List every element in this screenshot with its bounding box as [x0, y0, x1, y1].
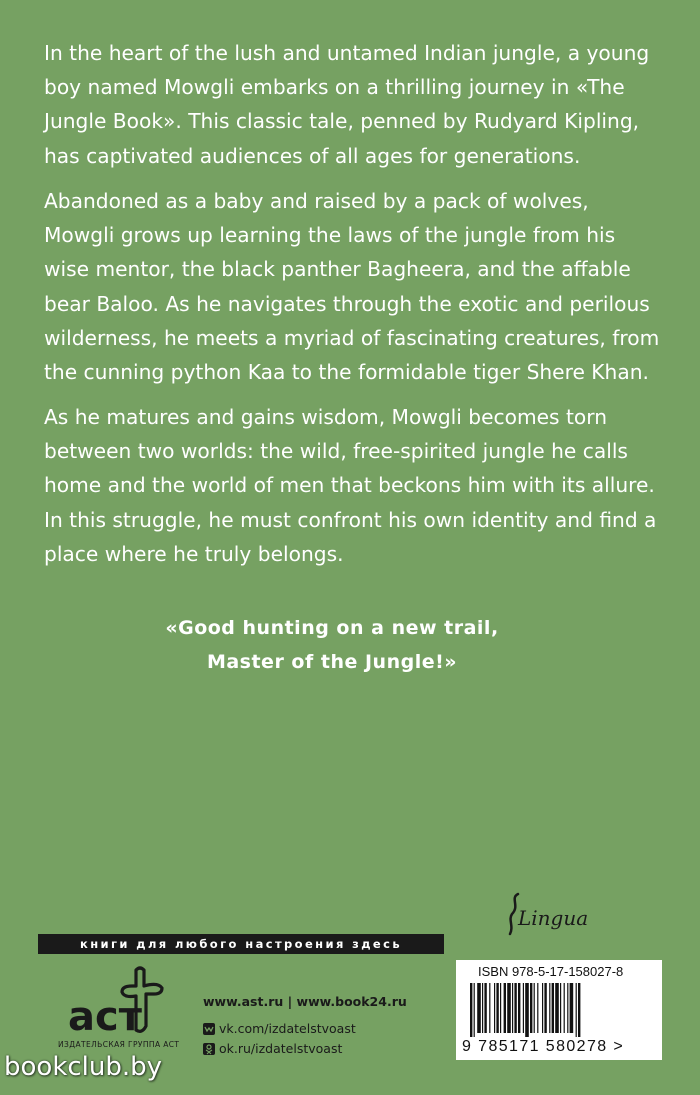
barcode-bar [549, 983, 550, 1033]
barcode-bar [518, 983, 520, 1033]
barcode-digits: 9 785171 580278 > [462, 1038, 625, 1055]
barcode-bar [534, 983, 535, 1033]
barcode-bar [542, 983, 543, 1033]
barcode-bar [552, 983, 554, 1033]
publisher-label: ИЗДАТЕЛЬСКАЯ ГРУППА АСТ [58, 1040, 180, 1049]
barcode-bar [537, 983, 538, 1033]
barcode-bar [470, 983, 472, 1037]
watermark: bookclub.by [4, 1052, 163, 1082]
ok-icon [203, 1043, 215, 1055]
slogan-banner: книги для любого настроения здесь [38, 934, 444, 954]
barcode-bar [514, 983, 516, 1033]
barcode-bar [560, 983, 561, 1033]
barcode-bar [564, 983, 565, 1033]
barcode-bar [507, 983, 511, 1033]
vk-link [203, 1021, 356, 1036]
barcode [468, 983, 638, 1037]
barcode-bar [570, 983, 574, 1033]
barcode-bar [512, 983, 513, 1033]
ast-logo-text: acт [68, 994, 142, 1036]
description-paragraph-1: In the heart of the lush and untamed Indian jungle, a young boy named Mowgli embarks on a thrilling journey in «The Jungle Book». This classic tale, penned by Rudyard Kipling, has captivated audiences of all ages for generations. [44, 41, 650, 168]
barcode-bar [474, 983, 475, 1037]
barcode-bar [496, 983, 498, 1033]
ok-link-text: ok.ru/izdatelstvoast [219, 1041, 343, 1056]
ok-link [203, 1041, 342, 1056]
barcode-bar [500, 983, 501, 1033]
barcode-bar [544, 983, 546, 1033]
imprint-logo: Lingua [518, 906, 589, 930]
vk-link-text: vk.com/izdatelstvoast [219, 1021, 356, 1036]
barcode-bar [567, 983, 568, 1033]
isbn-number: ISBN 978-5-17-158027-8 [478, 964, 624, 979]
description-paragraph-2: Abandoned as a baby and raised by a pack of wolves, Mowgli grows up learning the laws of the jungle from his wise mentor, the black panther Bagheera, and the affable bear Baloo. As he navigates through the exotic and perilous wilderness, he meets a myriad of fascinating creatures, from the cunning python Kaa to the formidable tiger Shere Khan. [44, 189, 660, 385]
barcode-bar [525, 983, 529, 1037]
ast-logo [66, 964, 176, 1036]
website-links: www.ast.ru | www.book24.ru [203, 994, 407, 1009]
barcode-bar [482, 983, 483, 1033]
description-paragraph-3: As he matures and gains wisdom, Mowgli becomes torn between two worlds: the wild, free-spirited jungle he calls home and the world of men that beckons him with its allure. In this struggle, he must confront his own identity and find a place where he truly belongs. [44, 405, 657, 566]
barcode-bar [578, 983, 580, 1037]
vk-icon [203, 1023, 215, 1035]
barcode-bar [494, 983, 495, 1033]
barcode-bar [489, 983, 490, 1033]
quote-line-2: Master of the Jungle!» [206, 651, 458, 673]
barcode-bar [555, 983, 559, 1033]
barcode-bar [484, 983, 486, 1033]
barcode-bar [504, 983, 506, 1033]
barcode-bar [477, 983, 481, 1033]
barcode-bar [523, 983, 524, 1033]
barcode-bar [530, 983, 532, 1033]
quote-line-1: «Good hunting on a new trail, [165, 617, 499, 639]
barcode-bar [576, 983, 577, 1037]
